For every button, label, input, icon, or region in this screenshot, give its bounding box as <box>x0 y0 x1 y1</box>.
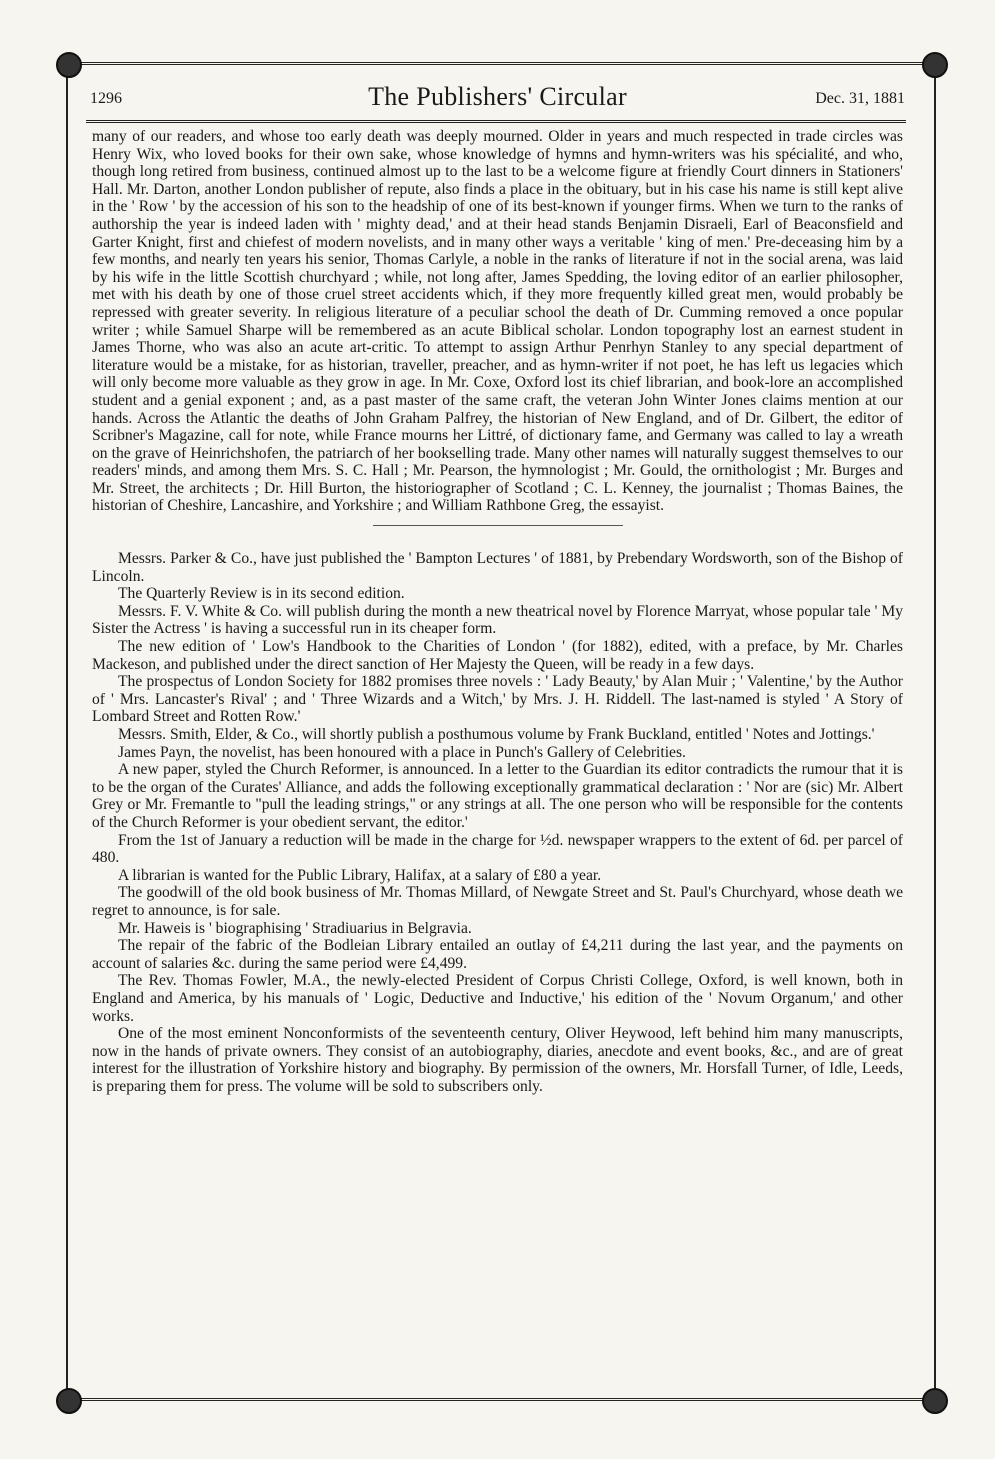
news-item: One of the most eminent Nonconformists of the seventeenth century, Oliver Heywood, left behind him many manuscripts, now in the hands of private owners. They consist of an autobiography, diaries, anecdote and event books, &c., and are of great interest for the illustration of Yorkshire history and biography. By permission of the owners, Mr. Horsfall Turner, of Idle, Leeds, is preparing them for press. The volume will be sold to subscribers only. <box>92 1025 903 1095</box>
news-item: The Rev. Thomas Fowler, M.A., the newly-elected President of Corpus Christi College, Oxford, is well known, both in England and America, by his manuals of ' Logic, Deductive and Inductive,' his edition of the ' Novum Organum,' and other works. <box>92 972 903 1025</box>
header-rule <box>86 120 906 123</box>
news-item: The new edition of ' Low's Handbook to the Charities of London ' (for 1882), edited, with a preface, by Mr. Charles Mackeson, and published under the direct sanction of Her Majesty the Queen, will be ready in a few days. <box>92 638 903 673</box>
news-item: The prospectus of London Society for 1882 promises three novels : ' Lady Beauty,' by Alan Muir ; ' Valentine,' by the Author of ' Mrs. Lancaster's Rival' ; and ' Three Wizards and a Witch,' by Mrs. J. H. Riddell. The last-named is styled ' A Story of Lombard Street and Rotten Row.' <box>92 673 903 726</box>
bottom-border-rule <box>60 1398 938 1401</box>
journal-title: The Publishers' Circular <box>368 82 627 111</box>
obituary-paragraph: many of our readers, and whose too early death was deeply mourned. Older in years and much respected in trade circles was Henry Wix, who loved books for their own sake, whose knowledge of hymns and hymn-writers was his spécialité, and who, though long retired from business, continued almost up to the last to be a welcome figure at friendly Court dinners in Stationers' Hall. Mr. Darton, another London publisher of repute, also finds a place in the obituary, but in his case his name is still kept alive in the ' Row ' by the accession of his son to the headship of one of its best-known if younger firms. When we turn to the ranks of authorship the year is indeed laden with ' mighty dead,' and at their head stands Benjamin Disraeli, Earl of Beaconsfield and Garter Knight, first and chiefest of modern novelists, and in many other ways a veritable ' king of men.' Pre-deceasing him by a few months, and nearly ten years his senior, Thomas Carlyle, a noble in the ranks of literature if not in the social arena, was laid by his wife in the little Scottish churchyard ; while, not long after, James Spedding, the loving editor of an earlier philosopher, met with his death by one of those cruel street accidents which, if they more frequently killed great men, would probably be repressed with greater severity. In religious literature of a peculiar school the death of Dr. Cumming removed a once popular writer ; while Samuel Sharpe will be remembered as an acute Biblical scholar. London topography lost an earnest student in James Thorne, who was also an acute art-critic. To attempt to assign Arthur Penrhyn Stanley to any special department of literature would be a mistake, for as historian, traveller, preacher, and as hymn-writer if not poet, he has left us legacies which will only become more valuable as they grow in age. In Mr. Coxe, Oxford lost its chief librarian, and book-lore an accomplished student and a genial exponent ; and, as a past master of the same craft, the veteran John Winter Jones claims mention at our hands. Across the Atlantic the deaths of John Graham Palfrey, the historian of New England, and of Dr. Gilbert, the editor of Scribner's Magazine, call for note, while France mourns her Littré, of dictionary fame, and Germany was called to lay a wreath on the grave of Heinrichshofen, the patriarch of her bookselling trade. Many other names will naturally suggest themselves to our readers' minds, and among them Mrs. S. C. Hall ; Mr. Pearson, the hymnologist ; Mr. Gould, the ornithologist ; Mr. Burges and Mr. Street, the architects ; Dr. Hill Burton, the historiographer of Scotland ; C. L. Kenney, the journalist ; Thomas Baines, the historian of Cheshire, Lancashire, and Yorkshire ; and William Rathbone Greg, the essayist. <box>92 128 903 515</box>
news-item: The repair of the fabric of the Bodleian Library entailed an outlay of £4,211 during the last year, and the payments on account of salaries &c. during the same period were £4,499. <box>92 937 903 972</box>
running-header <box>90 82 905 116</box>
corner-ornament-icon <box>56 1388 82 1414</box>
corner-ornament-icon <box>922 1388 948 1414</box>
news-item: Messrs. F. V. White & Co. will publish during the month a new theatrical novel by Florence Marryat, whose popular tale ' My Sister the Actress ' is having a successful run in its cheaper form. <box>92 602 903 638</box>
page-number: 1296 <box>90 90 122 107</box>
corner-ornament-icon <box>922 52 948 78</box>
news-item: The goodwill of the old book business of Mr. Thomas Millard, of Newgate Street and St. Paul's Churchyard, whose death we regret to announce, is for sale. <box>92 884 903 919</box>
news-item: Messrs. Parker & Co., have just published the ' Bampton Lectures ' of 1881, by Prebendary Wordsworth, son of the Bishop of Lincoln. <box>92 550 903 585</box>
section-divider <box>373 525 623 526</box>
article-body <box>92 128 903 1095</box>
news-item: Messrs. Smith, Elder, & Co., will shortly publish a posthumous volume by Frank Buckland, entitled ' Notes and Jottings.' <box>118 726 875 743</box>
news-item: A librarian is wanted for the Public Library, Halifax, at a salary of £80 a year. <box>118 866 602 884</box>
news-item: Mr. Haweis is ' biographising ' Stradiuarius in Belgravia. <box>118 919 472 937</box>
issue-date: Dec. 31, 1881 <box>815 90 905 107</box>
corner-ornament-icon <box>56 52 82 78</box>
news-item: James Payn, the novelist, has been honoured with a place in Punch's Gallery of Celebrities. <box>118 743 686 761</box>
news-item: A new paper, styled the Church Reformer, is announced. In a letter to the Guardian its editor contradicts the rumour that it is to be the organ of the Curates' Alliance, and adds the following exceptionally grammatical declaration : ' Nor are (sic) Mr. Albert Grey or Mr. Fremantle to "pull the leading strings," or any strings at all. The one person who will be responsible for the contents of the Church Reformer is your obedient servant, the editor.' <box>92 761 903 831</box>
news-item: From the 1st of January a reduction will be made in the charge for ½d. newspaper wrappers to the extent of 6d. per parcel of 480. <box>92 831 903 867</box>
news-item: The Quarterly Review is in its second edition. <box>118 585 405 603</box>
